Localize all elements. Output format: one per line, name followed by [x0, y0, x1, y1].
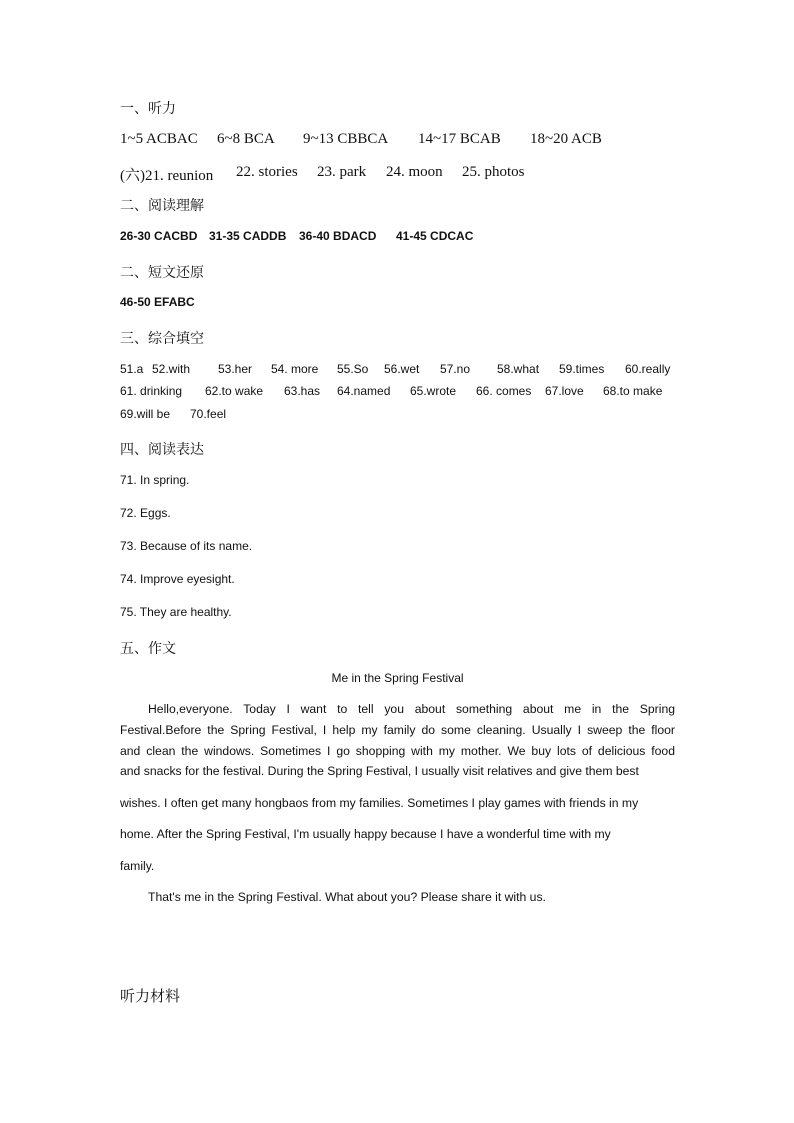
- listening-answers-row: [120, 131, 602, 148]
- answer-item: 53.her: [218, 362, 253, 376]
- answer-group: 23. park: [317, 164, 367, 180]
- answer-item: 54. more: [271, 362, 319, 376]
- answer-group: 18~20 ACB: [530, 131, 602, 147]
- expression-answer: 75. They are healthy.: [120, 605, 232, 619]
- answer-item: 68.to make: [603, 384, 663, 398]
- answer-group: 36-40 BDACD: [299, 229, 377, 243]
- short-text-answers: 46-50 EFABC: [120, 295, 195, 309]
- answer-group: 26-30 CACBD: [120, 229, 198, 243]
- expression-answer: 72. Eggs.: [120, 506, 171, 520]
- reading-answers-row: [120, 229, 473, 243]
- expression-answer: 71. In spring.: [120, 473, 190, 487]
- answer-group: 9~13 CBBCA: [303, 131, 389, 147]
- answer-group: (六)21. reunion: [120, 168, 214, 184]
- section-heading-short-text: 二、短文还原: [120, 265, 204, 281]
- answer-item: 51.a: [120, 362, 144, 376]
- section-heading-listening: 一、听力: [120, 101, 176, 117]
- expression-answer: 73. Because of its name.: [120, 539, 253, 553]
- section-heading-cloze: 三、综合填空: [120, 331, 204, 347]
- answer-group: 24. moon: [386, 164, 443, 180]
- answer-item: 55.So: [337, 362, 369, 376]
- cloze-row: [120, 362, 670, 376]
- answer-item: 58.what: [497, 362, 540, 376]
- essay-line: and clean the windows. Sometimes I go shopping with my mother. We buy lots of delicious food: [120, 744, 675, 758]
- answer-item: 57.no: [440, 362, 471, 376]
- answer-item: 67.love: [545, 384, 584, 398]
- section-heading-reading: 二、阅读理解: [120, 198, 204, 214]
- essay-line: family.: [120, 859, 155, 873]
- answer-group: 41-45 CDCAC: [396, 229, 474, 243]
- expression-answer: 74. Improve eyesight.: [120, 572, 235, 586]
- cloze-row: [120, 407, 226, 421]
- essay-title: Me in the Spring Festival: [331, 671, 464, 685]
- essay-line: Festival.Before the Spring Festival, I help my family do some cleaning. Usually I sweep the floor: [120, 723, 675, 737]
- essay-paragraph-closing: That's me in the Spring Festival. What about you? Please share it with us.: [148, 890, 546, 904]
- answer-item: 61. drinking: [120, 384, 183, 398]
- answer-item: 62.to wake: [205, 384, 264, 398]
- essay-line: wishes. I often get many hongbaos from my families. Sometimes I play games with friends in my: [120, 796, 639, 810]
- answer-group: 1~5 ACBAC: [120, 131, 198, 147]
- answer-item: 66. comes: [476, 384, 532, 398]
- answer-item: 63.has: [284, 384, 321, 398]
- answer-group: 25. photos: [462, 164, 525, 180]
- answer-item: 60.really: [625, 362, 671, 376]
- answer-item: 65.wrote: [410, 384, 457, 398]
- answer-item: 56.wet: [384, 362, 420, 376]
- answer-group: 14~17 BCAB: [418, 131, 501, 147]
- section-heading-writing: 五、作文: [120, 641, 176, 657]
- answer-item: 64.named: [337, 384, 391, 398]
- answer-group: 31-35 CADDB: [209, 229, 287, 243]
- answer-item: 59.times: [559, 362, 605, 376]
- section-heading-listening-material: 听力材料: [120, 987, 181, 1005]
- answer-item: 52.with: [152, 362, 191, 376]
- essay-line: and snacks for the festival. During the Spring Festival, I usually visit relatives and give them best: [120, 764, 639, 778]
- cloze-row: [120, 384, 662, 398]
- answer-item: 70.feel: [190, 407, 227, 421]
- answer-group: 22. stories: [236, 164, 298, 180]
- answer-item: 69.will be: [120, 407, 171, 421]
- essay-line: home. After the Spring Festival, I'm usually happy because I have a wonderful time with my: [120, 827, 611, 841]
- listening-part6-row: [120, 164, 525, 185]
- essay-line: Hello,everyone. Today I want to tell you about something about me in the Spring: [148, 702, 675, 716]
- section-heading-reading-expression: 四、阅读表达: [120, 442, 204, 458]
- answer-group: 6~8 BCA: [217, 131, 275, 147]
